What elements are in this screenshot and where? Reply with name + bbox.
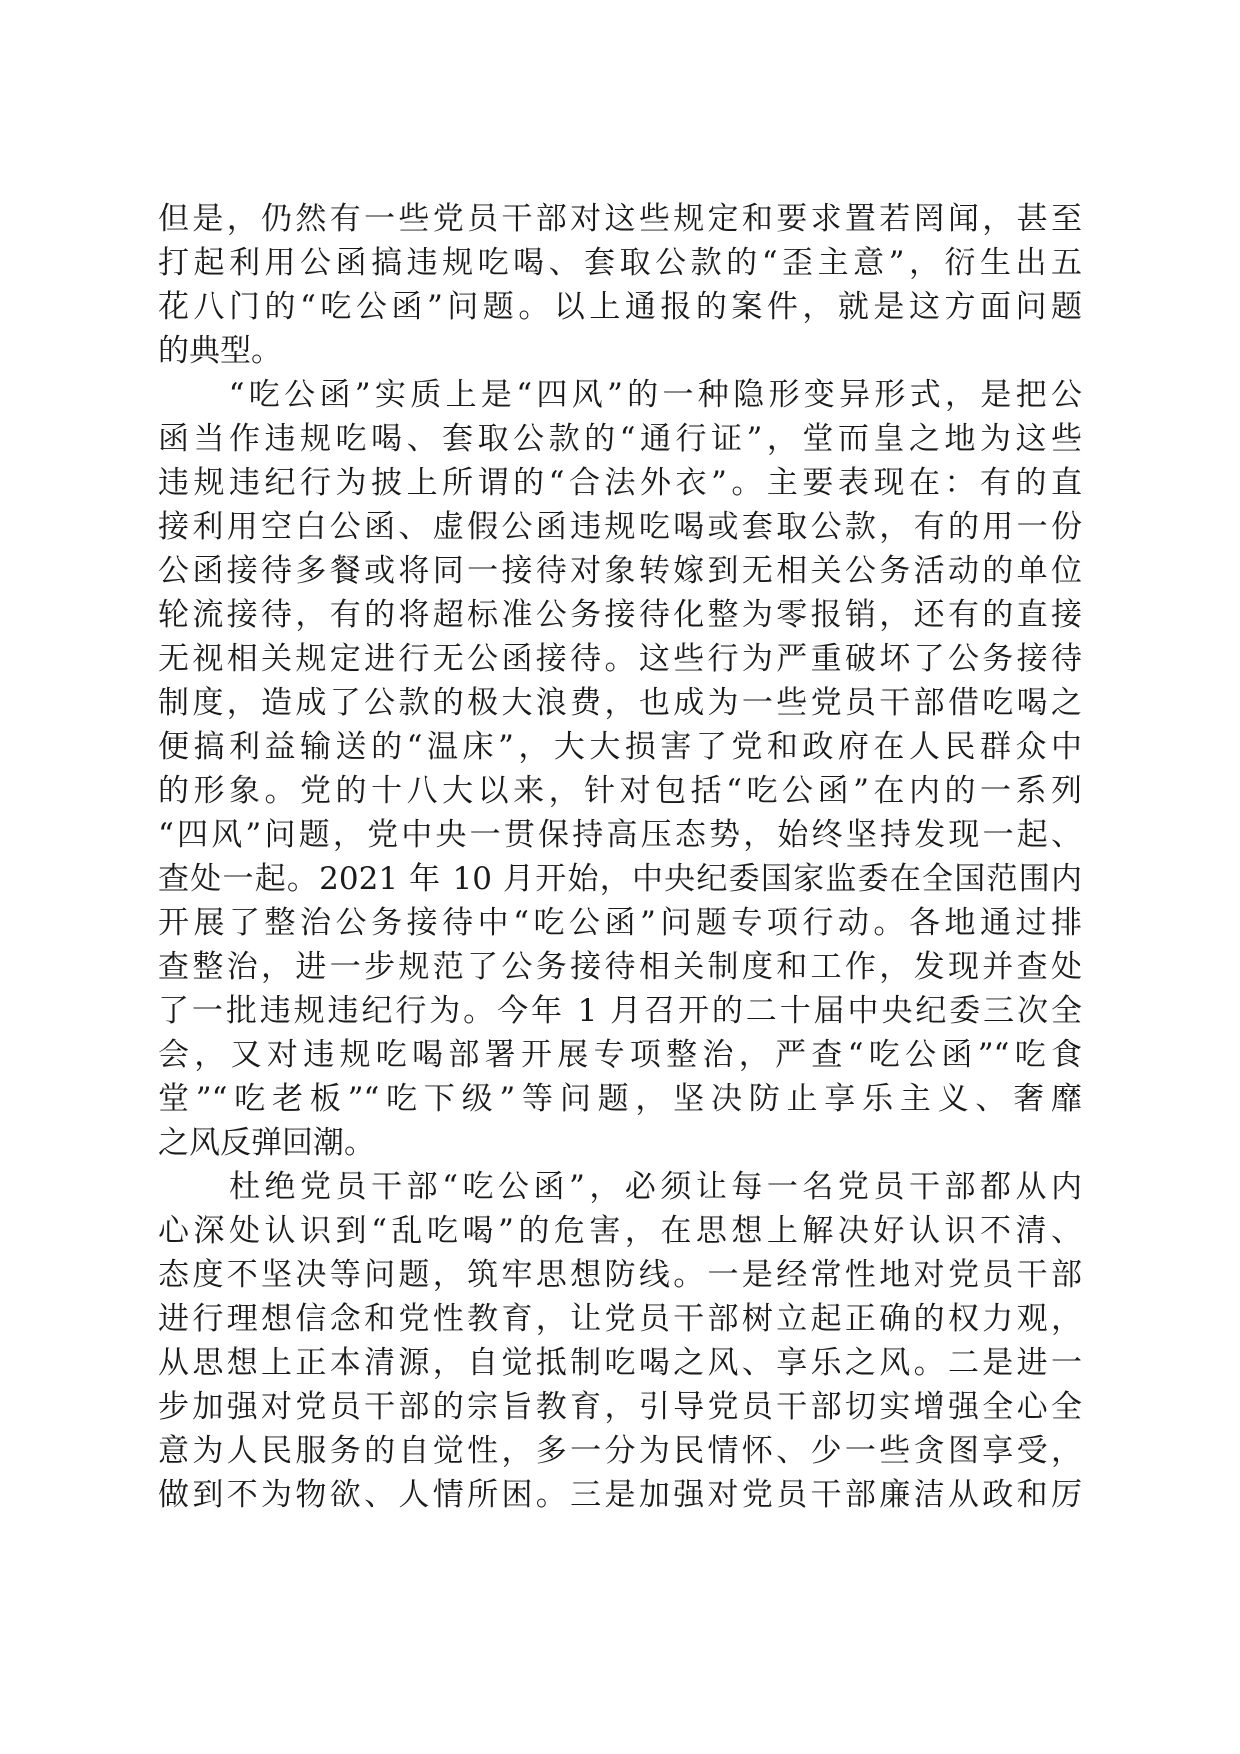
text-line: 的典型。 — [158, 333, 282, 369]
text-line: 函当作违规吃喝、套取公款的“通行证”，堂而皇之地为这些 — [158, 421, 1082, 457]
text-line: 杜绝党员干部“吃公函”，必须让每一名党员干部都从内 — [158, 1169, 1082, 1205]
text-line: 便搞利益输送的“温床”，大大损害了党和政府在人民群众中 — [158, 729, 1082, 765]
text-line: 花八门的“吃公函”问题。以上通报的案件，就是这方面问题 — [158, 289, 1082, 325]
text-line: 但是，仍然有一些党员干部对这些规定和要求置若罔闻，甚至 — [158, 201, 1082, 237]
text-line: 步加强对党员干部的宗旨教育，引导党员干部切实增强全心全 — [158, 1389, 1082, 1425]
text-line: 开展了整治公务接待中“吃公函”问题专项行动。各地通过排 — [158, 905, 1082, 941]
text-line: 查处一起。2021 年 10 月开始，中央纪委国家监委在全国范围内 — [158, 861, 1082, 897]
text-line: 了一批违规违纪行为。今年 1 月召开的二十届中央纪委三次全 — [158, 993, 1082, 1029]
text-line: 制度，造成了公款的极大浪费，也成为一些党员干部借吃喝之 — [158, 685, 1082, 721]
text-line: 心深处认识到“乱吃喝”的危害，在思想上解决好认识不清、 — [158, 1213, 1082, 1249]
text-line: 接利用空白公函、虚假公函违规吃喝或套取公款，有的用一份 — [158, 509, 1082, 545]
text-line: 态度不坚决等问题，筑牢思想防线。一是经常性地对党员干部 — [158, 1257, 1082, 1293]
text-line: 打起利用公函搞违规吃喝、套取公款的“歪主意”，衍生出五 — [158, 245, 1082, 281]
text-line: 轮流接待，有的将超标准公务接待化整为零报销，还有的直接 — [158, 597, 1082, 633]
text-line: 堂”“吃老板”“吃下级”等问题，坚决防止享乐主义、奢靡 — [158, 1081, 1082, 1117]
text-line: 无视相关规定进行无公函接待。这些行为严重破坏了公务接待 — [158, 641, 1082, 677]
text-line: 意为人民服务的自觉性，多一分为民情怀、少一些贪图享受， — [158, 1433, 1082, 1469]
text-line: “四风”问题，党中央一贯保持高压态势，始终坚持发现一起、 — [158, 817, 1082, 853]
body-text — [158, 197, 1082, 1517]
text-line: “吃公函”实质上是“四风”的一种隐形变异形式，是把公 — [158, 377, 1082, 413]
text-line: 做到不为物欲、人情所困。三是加强对党员干部廉洁从政和厉 — [158, 1477, 1082, 1513]
text-line: 违规违纪行为披上所谓的“合法外衣”。主要表现在：有的直 — [158, 465, 1082, 501]
text-line: 会，又对违规吃喝部署开展专项整治，严查“吃公函”“吃食 — [158, 1037, 1082, 1073]
text-line: 的形象。党的十八大以来，针对包括“吃公函”在内的一系列 — [158, 773, 1082, 809]
text-line: 公函接待多餐或将同一接待对象转嫁到无相关公务活动的单位 — [158, 553, 1082, 589]
text-line: 进行理想信念和党性教育，让党员干部树立起正确的权力观， — [158, 1301, 1082, 1337]
text-line: 之风反弹回潮。 — [158, 1125, 375, 1161]
text-line: 从思想上正本清源，自觉抵制吃喝之风、享乐之风。二是进一 — [158, 1345, 1082, 1381]
text-line: 查整治，进一步规范了公务接待相关制度和工作，发现并查处 — [158, 949, 1082, 985]
